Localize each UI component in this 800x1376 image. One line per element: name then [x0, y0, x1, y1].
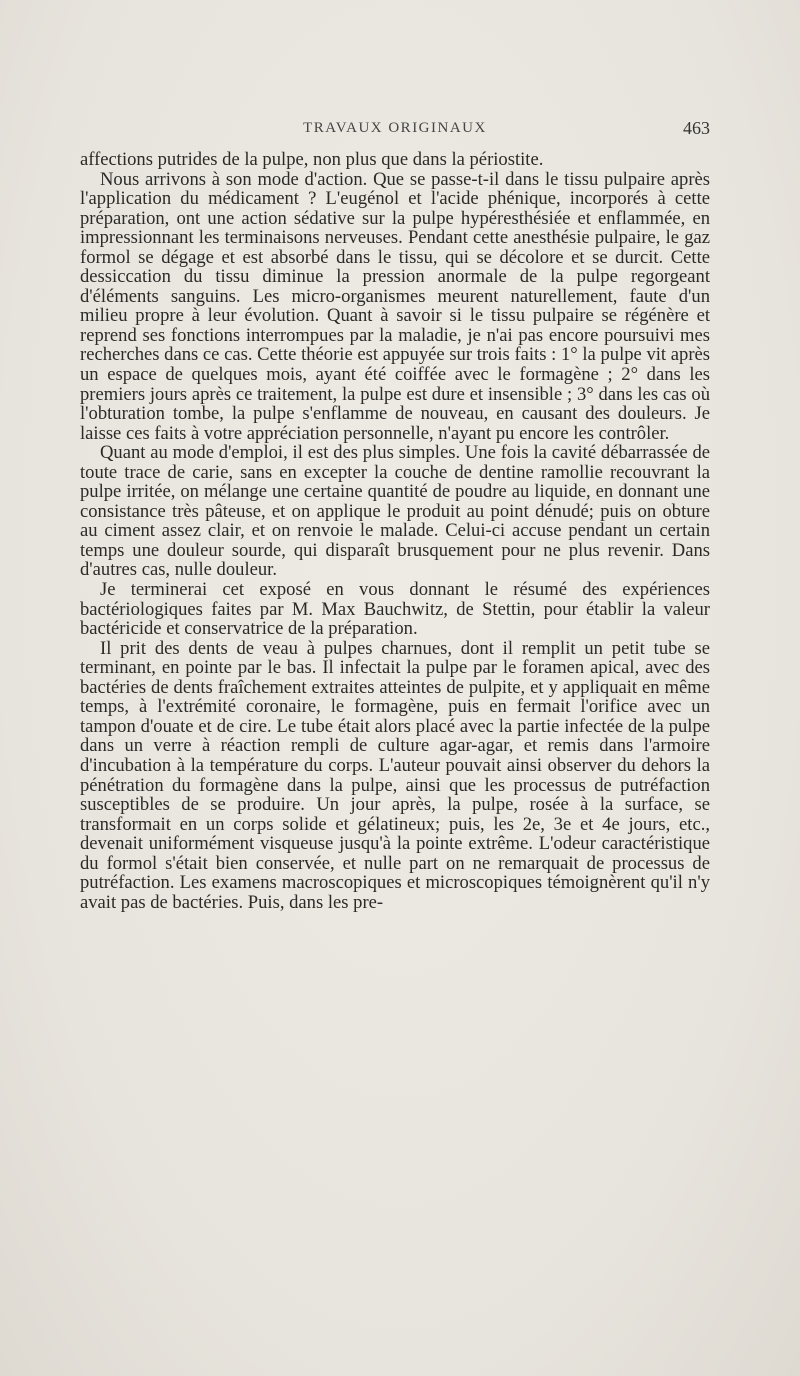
- paragraph-resume: Je terminerai cet exposé en vous donnant le résumé des expériences bactériologiques faites par M. Max Bauchwitz, de Stettin, pour établir la valeur bactéricide et conservatrice de la préparation.: [80, 579, 710, 640]
- running-title: TRAVAUX ORIGINAUX: [303, 120, 487, 136]
- paragraph-experiences: Il prit des dents de veau à pulpes charnues, dont il remplit un petit tube se terminant, en pointe par le bas. Il infectait la pulpe par le foramen apical, avec des bactéries de dents fraîchement extraites atteintes de pulpite, et y appliquait en même temps, à l'extrémité coronaire, le formagène, puis en fermait l'orifice avec un tampon d'ouate et de cire. Le tube était alors placé avec la partie infectée de la pulpe dans un verre à réaction rempli de culture agar-agar, et remis dans l'armoire d'incubation à la température du corps. L'auteur pouvait ainsi observer du dehors la pénétration du formagène dans la pulpe, ainsi que les processus de putréfaction susceptibles de se produire. Un jour après, la pulpe, rosée à la surface, se transformait en un corps solide et gélatineux; puis, les 2e, 3e et 4e jours, etc., devenait uniformément visqueuse jusqu'à la pointe extrême. L'odeur caractéristique du formol s'était bien conservée, et nulle part on ne remarquait de processus de putréfaction. Les examens macroscopiques et microscopiques témoignèrent qu'il n'y avait pas de bactéries. Puis, dans les pre-: [80, 637, 710, 913]
- body-text: [80, 150, 710, 912]
- paragraph-mode-action: Nous arrivons à son mode d'action. Que se passe-t-il dans le tissu pulpaire après l'application du médicament ? L'eugénol et l'acide phénique, incorporés à cette préparation, ont une action sédative sur la pulpe hypéresthésiée et enflammée, en impressionnant les terminaisons nerveuses. Pendant cette anesthésie pulpaire, le gaz formol se dégage et est absorbé dans le tissu, qui se décolore et se durcit. Cette dessiccation du tissu diminue la pression anormale de la pulpe regorgeant d'éléments sanguins. Les micro-organismes meurent naturellement, faute d'un milieu propre à leur évolution. Quant à savoir si le tissu pulpaire se régénère et reprend ses fonctions interrompues par la maladie, je n'ai pas encore poursuivi mes recherches dans ce cas. Cette théorie est appuyée sur trois faits : 1° la pulpe vit après un espace de quelques mois, ayant été coiffée avec le formagène ; 2° dans les premiers jours après ce traitement, la pulpe est dure et insensible ; 3° dans les cas où l'obturation tombe, la pulpe s'enflamme de nouveau, en causant des douleurs. Je laisse ces faits à votre appréciation personnelle, n'ayant pu encore les contrôler.: [80, 168, 710, 444]
- paragraph-continued: affections putrides de la pulpe, non plus que dans la périostite.: [80, 149, 544, 170]
- running-header: [80, 120, 710, 142]
- paragraph-mode-emploi: Quant au mode d'emploi, il est des plus simples. Une fois la cavité débarrassée de toute trace de carie, sans en excepter la couche de dentine ramollie recouvrant la pulpe irritée, on mélange une certaine quantité de poudre au liquide, en donnant une consistance très pâteuse, et on applique le produit au point dénudé; puis on obture au ciment assez clair, et on renvoie le malade. Celui-ci accuse pendant un certain temps une douleur sourde, qui disparaît brusquement pour ne plus revenir. Dans d'autres cas, nulle douleur.: [80, 442, 710, 581]
- page-number: 463: [683, 118, 710, 138]
